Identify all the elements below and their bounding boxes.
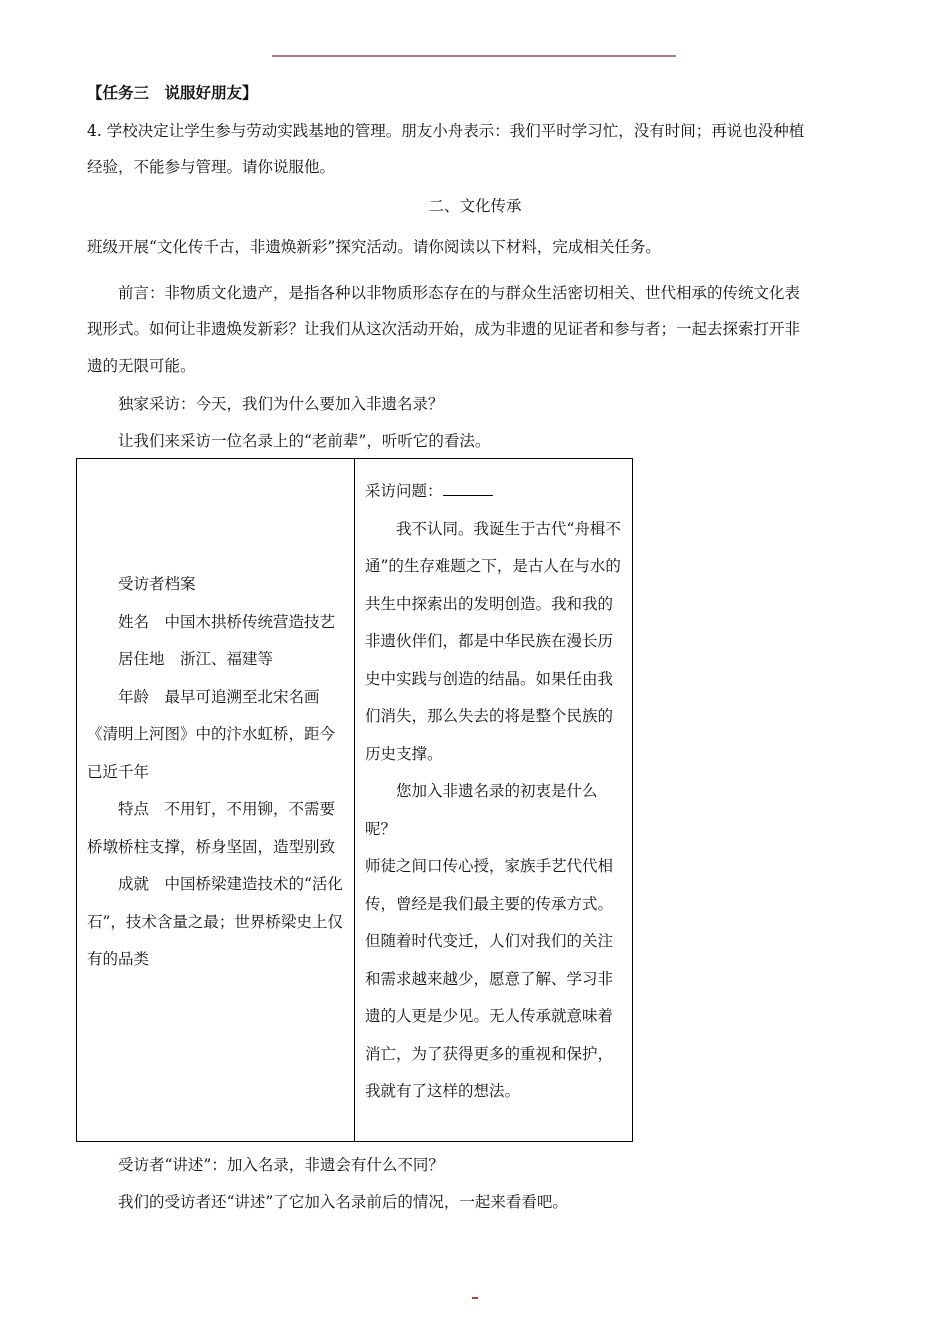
preface-line1: 前言：非物质文化遗产，是指各种以非物质形态存在的与群众生活密切相关、世代相承的传统文化表 [118, 284, 801, 302]
question-text-line1: 4. 学校决定让学生参与劳动实践基地的管理。朋友小舟表示：我们平时学习忙，没有时间；再说也没种植 [87, 122, 805, 140]
profile-achievement: 成就 中国桥梁建造技术的“活化石”，技术含量之最；世界桥梁史上仅有的品类 [87, 875, 343, 968]
interview-intro: 让我们来采访一位名录上的“老前辈”，听听它的看法。 [118, 432, 491, 450]
interview-cell [355, 459, 632, 1141]
activity-intro: 班级开展“文化传千古，非遗焕新彩”探究活动。请你阅读以下材料，完成相关任务。 [87, 238, 661, 256]
after-text1: 受访者“讲述”：加入名录，非遗会有什么不同？ [118, 1156, 444, 1174]
interview-question-row [365, 473, 622, 511]
interview-table [76, 458, 633, 1142]
profile-cell [77, 459, 355, 1141]
profile-feature: 特点 不用钉，不用铆，不需要桥墩桥柱支撑，桥身坚固，造型别致 [87, 800, 336, 856]
footer-mark [472, 1297, 478, 1299]
answer-blank[interactable] [443, 479, 493, 496]
profile-title: 受访者档案 [118, 575, 196, 593]
profile-name: 姓名 中国木拱桥传统营造技艺 [118, 612, 336, 631]
exclusive-interview: 独家采访：今天，我们为什么要加入非遗名录？ [118, 395, 444, 413]
section-title: 二、文化传承 [428, 197, 522, 215]
interview-question2: 您加入非遗名录的初衷是什么呢？ [365, 782, 598, 838]
interview-answer2: 师徒之间口传心授，家族手艺代代相传，曾经是我们最主要的传承方式。但随着时代变迁，人们对我们的关注和需求越来越少，愿意了解、学习非遗的人更是少见。无人传承就意味着消亡，为了获得更多的重视和保护，我就有了这样的想法。 [365, 857, 614, 1100]
header-rule [272, 55, 676, 57]
task-heading: 【任务三 说服好朋友】 [87, 83, 258, 102]
interview-question-label: 采访问题： [365, 482, 443, 500]
preface-line3: 遗的无限可能。 [87, 357, 196, 375]
interview-answer1: 我不认同。我诞生于古代“舟楫不通”的生存难题之下，是古人在与水的共生中探索出的发明创造。我和我的非遗伙伴们，都是中华民族在漫长历史中实践与创造的结晶。如果任由我们消失，那么失去的将是整个民族的历史支撑。 [365, 519, 621, 763]
profile-residence: 居住地 浙江、福建等 [118, 650, 274, 668]
after-text2: 我们的受访者还“讲述”了它加入名录前后的情况，一起来看看吧。 [118, 1193, 568, 1211]
preface-line2: 现形式。如何让非遗焕发新彩？让我们从这次活动开始，成为非遗的见证者和参与者；一起去探索打开非 [87, 320, 801, 338]
profile-age: 年龄 最早可追溯至北宋名画《清明上河图》中的汴水虹桥，距今已近千年 [87, 687, 336, 781]
question-text-line2: 经验，不能参与管理。请你说服他。 [87, 158, 336, 176]
